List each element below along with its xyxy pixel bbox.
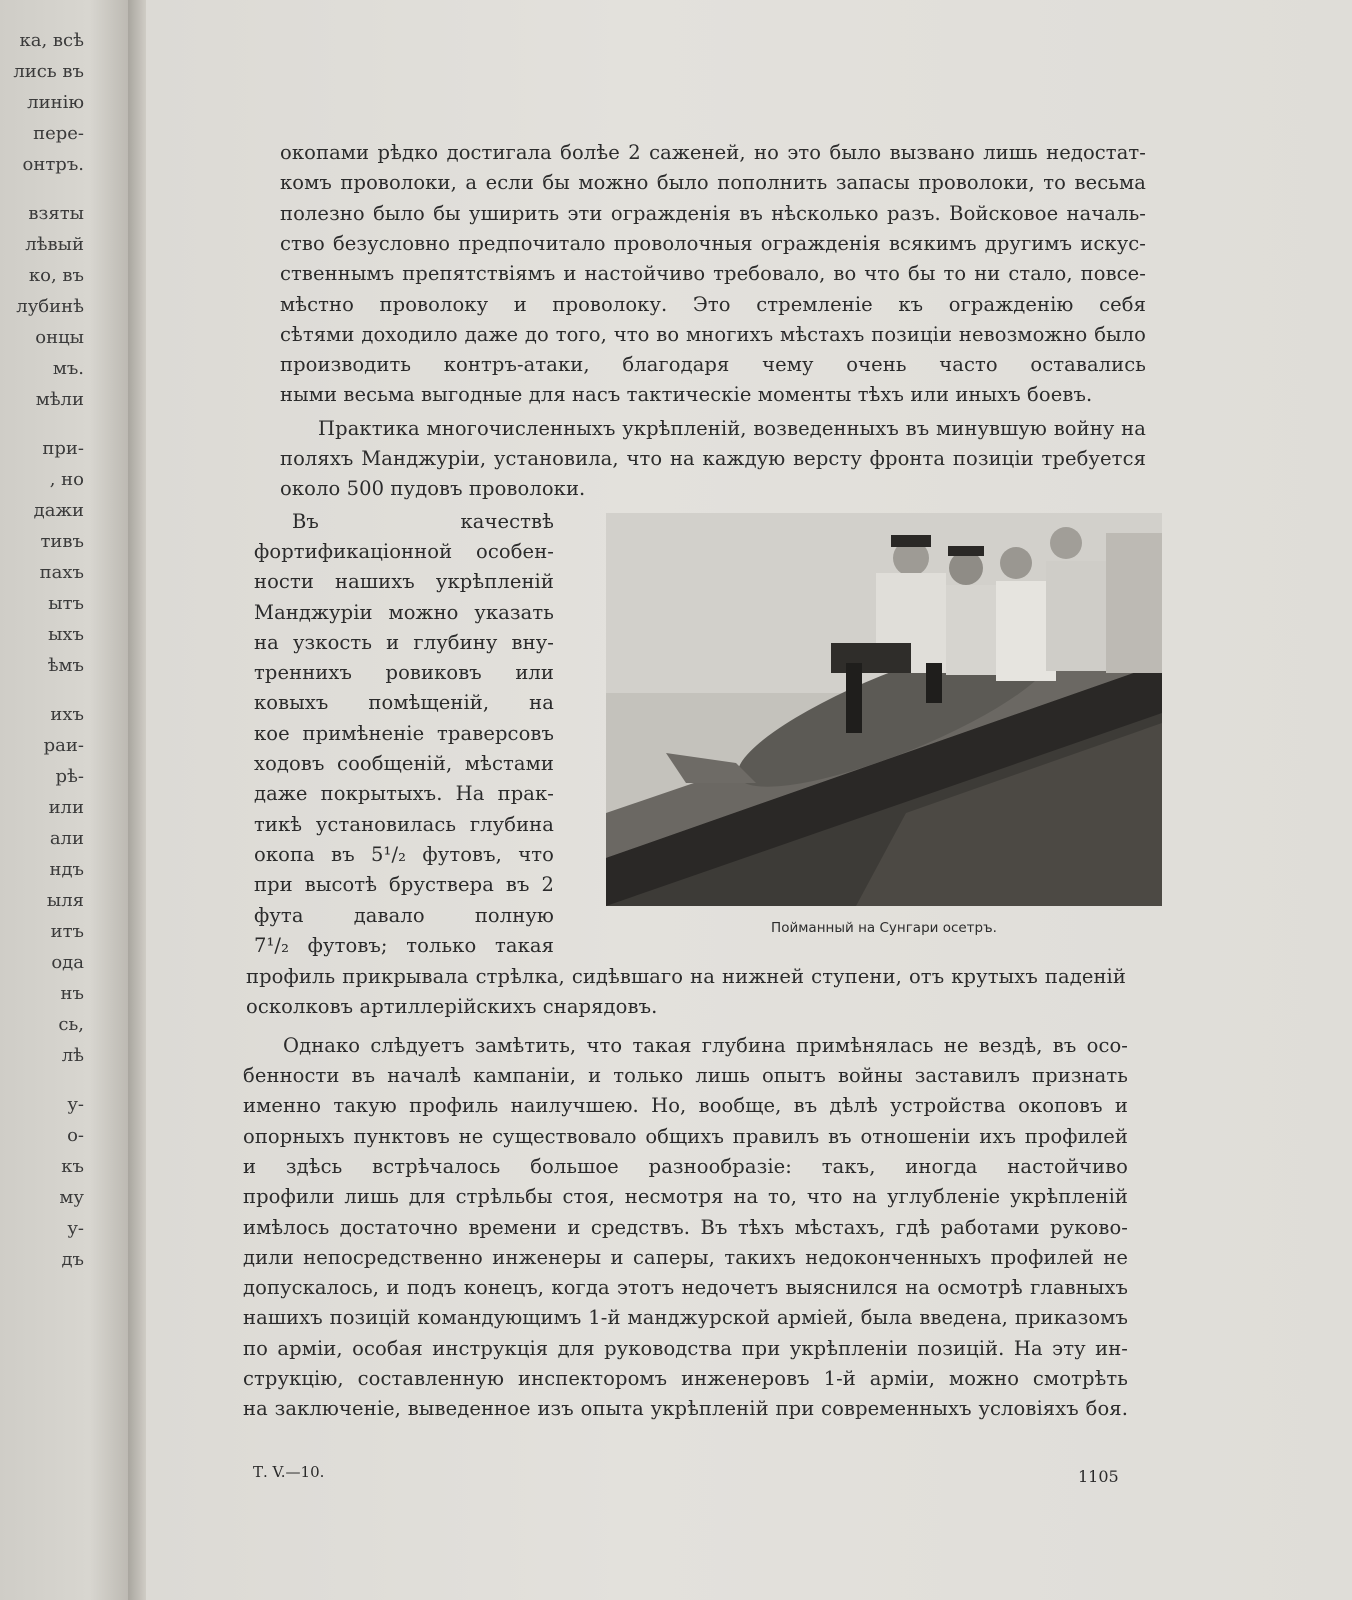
left-page-fragment: мѣли	[35, 389, 84, 410]
paragraph1-line: мѣстно проволоку и проволоку. Это стремленіе къ огражденію себя	[280, 292, 1146, 316]
page-number: 1105	[1078, 1467, 1119, 1486]
left-page-fragment: али	[49, 828, 84, 849]
paragraph1-line: производить контръ-атаки, благодаря чему очень часто оставались	[280, 353, 1146, 377]
left-page-fragment: рѣ-	[55, 766, 84, 787]
left-page-fragment: линію	[27, 92, 84, 113]
paragraph1-line: сѣтями доходило даже до того, что во многихъ мѣстахъ позиціи невозможно было	[280, 322, 1146, 346]
left-page-fragment: ода	[51, 952, 84, 973]
paragraph3_left-line: Манджуріи можно указать	[254, 600, 554, 624]
left-page-fragment: онтръ.	[22, 154, 84, 175]
paragraph2-line: около 500 пудовъ проволоки.	[280, 477, 586, 501]
paragraph3_left-line: фута давало полную	[254, 903, 554, 927]
left-page-fragment: , но	[49, 469, 84, 490]
paragraph1-line: ными весьма выгодные для насъ тактическіе моменты тѣхъ или иныхъ боевъ.	[280, 383, 1093, 407]
paragraph3_left-line: фортификаціонной особен-	[254, 539, 554, 563]
left-page-fragment: дъ	[61, 1249, 84, 1270]
paragraph3_left-line: ности нашихъ укрѣпленій	[254, 570, 554, 594]
left-page-fragment: лубинѣ	[16, 296, 84, 317]
paragraph3_left-line: даже покрытыхъ. На прак-	[254, 782, 554, 806]
paragraph1-line: комъ проволоки, а если бы можно было пополнить запасы проволоки, то весьма	[280, 171, 1146, 195]
paragraph3_left-line: кое примѣненіе траверсовъ	[254, 721, 554, 745]
paragraph3_left-line: Въ качествѣ	[292, 509, 554, 533]
paragraph4-line: допускалось, и подъ конецъ, когда этотъ недочетъ выяснился на осмотрѣ главныхъ	[243, 1276, 1128, 1300]
paragraph4-line: именно такую профиль наилучшею. Но, вообще, въ дѣлѣ устройства окоповъ и	[243, 1094, 1128, 1118]
paragraph3_full-line: профиль прикрывала стрѣлка, сидѣвшаго на нижней ступени, отъ крутыхъ паденій	[246, 965, 1126, 989]
volume-mark: Т. V.—10.	[253, 1463, 325, 1481]
left-page-fragment: лись въ	[13, 61, 84, 82]
book-spine	[128, 0, 146, 1600]
paragraph2-line: Практика многочисленныхъ укрѣпленій, возведенныхъ въ минувшую войну на	[318, 416, 1146, 440]
paragraph1-line: полезно было бы уширить эти огражденія въ нѣсколько разъ. Войсковое началь-	[280, 201, 1146, 225]
paragraph4-line: опорныхъ пунктовъ не существовало общихъ правилъ въ отношеніи ихъ профилей	[243, 1124, 1128, 1148]
left-page-fragment: ѣмъ	[47, 655, 84, 676]
left-page-fragment: дажи	[33, 500, 84, 521]
photo-illustration	[606, 513, 1162, 906]
paragraph3_left-line: 7¹/₂ футовъ; только такая	[254, 933, 554, 957]
paragraph3_left-line: треннихъ ровиковъ или	[254, 661, 554, 685]
left-page-fragment: тивъ	[40, 531, 84, 552]
left-page-fragment: ко, въ	[28, 265, 84, 286]
left-page-fragment: раи-	[43, 735, 84, 756]
left-page-fragment: лѣвый	[25, 234, 84, 255]
paragraph4-line: имѣлось достаточно времени и средствъ. Въ тѣхъ мѣстахъ, гдѣ работами руково-	[243, 1215, 1128, 1239]
paragraph1-line: ственнымъ препятствіямъ и настойчиво требовало, во что бы то ни стало, повсе-	[280, 262, 1146, 286]
photograph-sturgeon	[606, 513, 1162, 906]
left-page-fragment: нъ	[60, 983, 84, 1004]
paragraph4-line: нашихъ позицій командующимъ 1-й манджурской арміей, была введена, приказомъ	[243, 1306, 1128, 1330]
left-page-fragment: ытъ	[48, 593, 84, 614]
paragraph1-line: окопами рѣдко достигала болѣе 2 саженей, но это было вызвано лишь недостат-	[280, 141, 1146, 164]
book-page	[146, 0, 1352, 1600]
left-page-fragment: о-	[67, 1125, 84, 1146]
paragraph4-line: по арміи, особая инструкція для руководства при укрѣпленіи позицій. На эту ин-	[243, 1336, 1128, 1360]
left-page-fragment: или	[48, 797, 84, 818]
paragraph4-line: бенности въ началѣ кампаніи, и только лишь опытъ войны заставилъ признать	[243, 1064, 1128, 1087]
left-page-fragment: пере-	[33, 123, 84, 144]
paragraph3_left-line: при высотѣ бруствера въ 2	[254, 873, 554, 897]
left-page-fragment: ка, всѣ	[19, 30, 84, 51]
paragraph3_left-line: на узкость и глубину вну-	[254, 630, 554, 654]
paragraph4-line: Однако слѣдуетъ замѣтить, что такая глубина примѣнялась не вездѣ, въ осо-	[283, 1033, 1128, 1057]
left-page-fragment: мъ.	[52, 358, 84, 379]
paragraph4-line: профили лишь для стрѣльбы стоя, несмотря на то, что на углубленіе укрѣпленій	[243, 1185, 1128, 1209]
left-page-fragment: лѣ	[61, 1045, 84, 1066]
left-page-fragment: итъ	[50, 921, 84, 942]
paragraph3_left-line: ковыхъ помѣщеній, на	[254, 691, 554, 715]
paragraph1-line: ство безусловно предпочитало проволочныя огражденія всякимъ другимъ искус-	[280, 231, 1146, 255]
paragraph4-line: на заключеніе, выведенное изъ опыта укрѣпленій при современныхъ условіяхъ боя.	[243, 1397, 1128, 1421]
paragraph3_left-line: ходовъ сообщеній, мѣстами	[254, 752, 554, 775]
left-page-fragment: ихъ	[50, 704, 84, 725]
paragraph3_left-line: окопа въ 5¹/₂ футовъ, что	[254, 842, 554, 866]
left-page-fragment: къ	[61, 1156, 84, 1177]
left-page-fragment: онцы	[35, 327, 84, 348]
paragraph4-line: и здѣсь встрѣчалось большое разнообразіе: такъ, иногда настойчиво	[243, 1154, 1128, 1178]
left-page-fragment: при-	[42, 438, 84, 459]
left-page-fragment: сь,	[58, 1014, 84, 1035]
paragraph4-line: струкцію, составленную инспекторомъ инженеровъ 1-й арміи, можно смотрѣть	[243, 1367, 1128, 1390]
paragraph3_full-line: осколковъ артиллерійскихъ снарядовъ.	[246, 995, 658, 1019]
left-page-fragment: у-	[67, 1094, 84, 1115]
paragraph3_left-line: тикѣ установилась глубина	[254, 812, 554, 836]
paragraph4-line: дили непосредственно инженеры и саперы, такихъ недоконченныхъ профилей не	[243, 1245, 1128, 1269]
left-page-fragment: у-	[67, 1218, 84, 1239]
photo-caption: Пойманный на Сунгари осетръ.	[771, 920, 997, 936]
facing-page	[0, 0, 128, 1600]
left-page-fragment: ыхъ	[48, 624, 84, 645]
left-page-fragment: му	[59, 1187, 84, 1208]
left-page-fragment: пахъ	[39, 562, 84, 583]
paragraph2-line: поляхъ Манджуріи, установила, что на каждую версту фронта позиціи требуется	[280, 447, 1146, 470]
left-page-fragment: взяты	[28, 203, 84, 224]
left-page-fragment: ндъ	[49, 859, 84, 880]
left-page-fragment: ыля	[46, 890, 84, 911]
